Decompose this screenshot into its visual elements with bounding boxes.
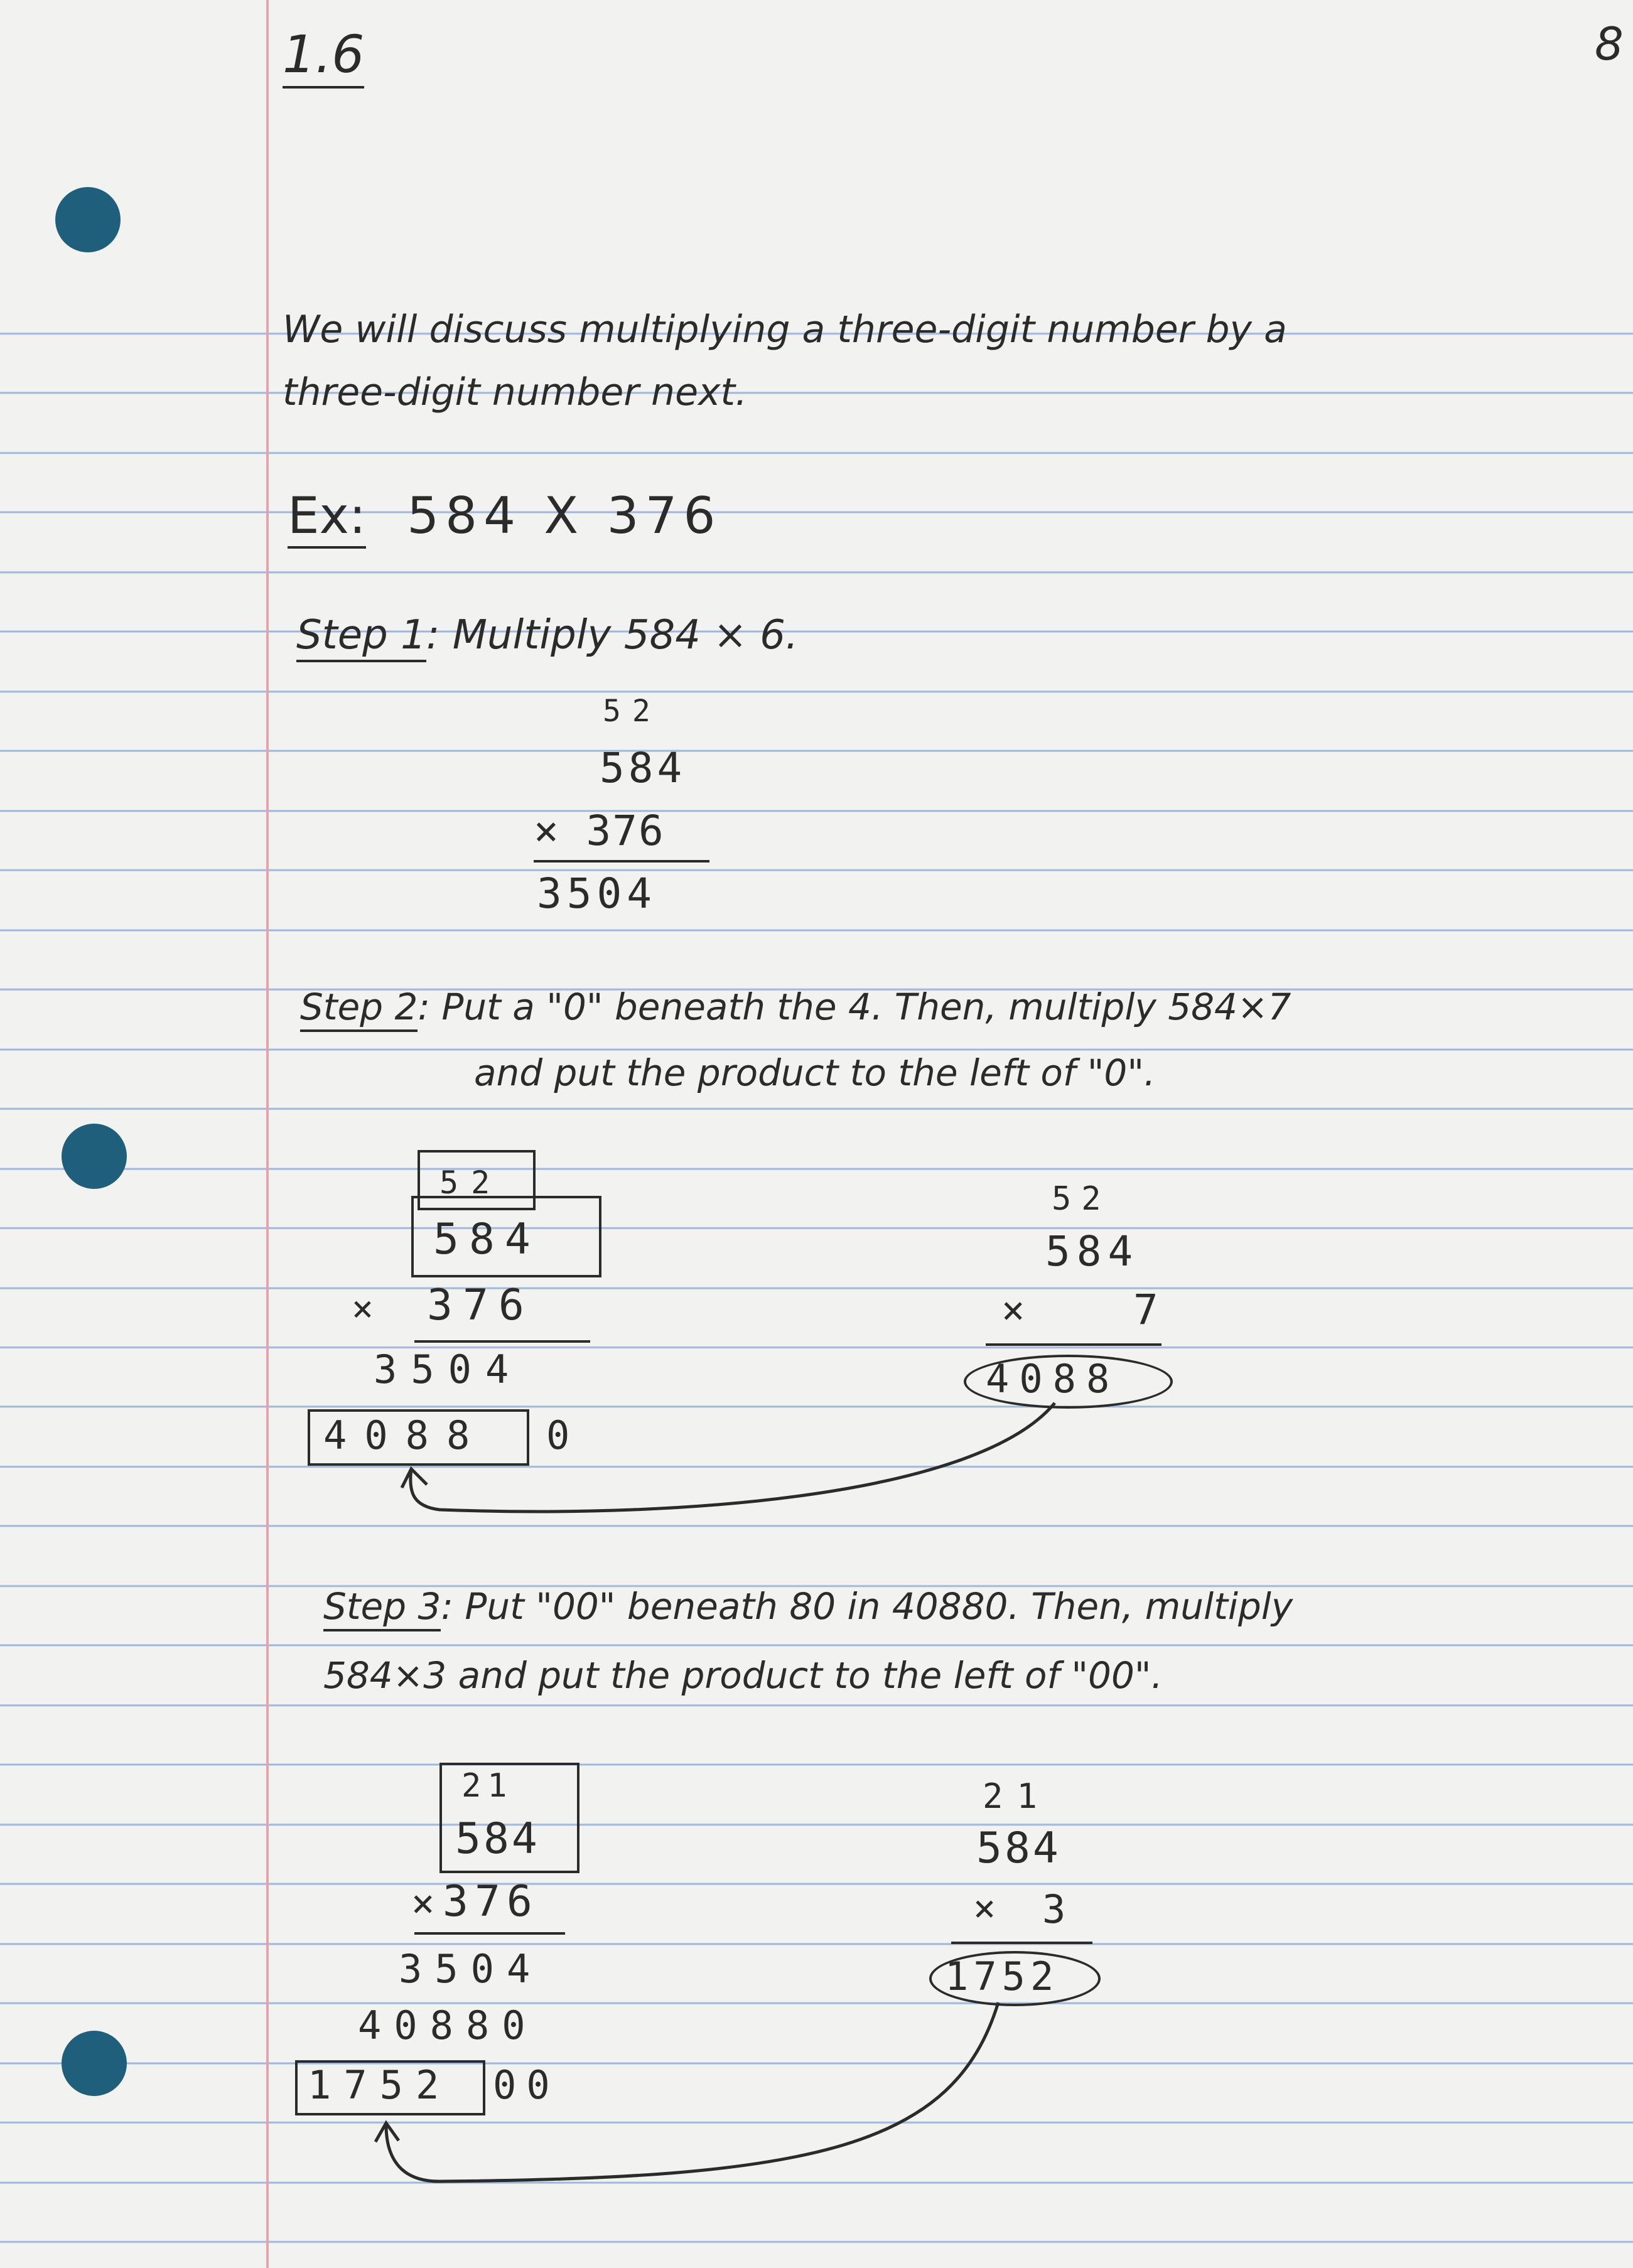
intro-line-2: three-digit number next.	[283, 370, 748, 414]
step3-left-carries: 21	[461, 1767, 514, 1805]
step2-left-carries: 52	[439, 1164, 503, 1201]
step3-label: Step 3	[323, 1585, 441, 1631]
step2-right-carries: 52	[1052, 1180, 1111, 1218]
page-number: 8	[1595, 18, 1624, 70]
step3-left-multiplicand: 584	[455, 1814, 540, 1864]
step3-right-times: ×	[973, 1886, 996, 1930]
step2-right-multiplicand: 584	[1045, 1227, 1140, 1276]
step1-multiplicand: 584	[600, 744, 686, 792]
step1-product: 3504	[537, 869, 657, 918]
step2-left-times: ×	[352, 1287, 374, 1330]
step2-left-partial2-boxed: 4088	[323, 1412, 488, 1458]
step1-text: : Multiply 584 × 6.	[426, 612, 799, 658]
section-number: 1.6	[283, 25, 364, 89]
step2-arrowhead	[402, 1469, 427, 1488]
step2-right-product: 4088	[986, 1356, 1120, 1402]
step2-label: Step 2	[300, 986, 418, 1032]
example-problem: 584 X 376	[407, 486, 722, 545]
step1-carries: 52	[603, 694, 662, 729]
step2-right-multiplier: 7	[1133, 1286, 1158, 1334]
step3-line2: 584×3 and put the product to the left of "00".	[323, 1654, 1163, 1697]
step1-label: Step 1	[296, 612, 426, 662]
step3-left-times: ×	[411, 1880, 435, 1926]
step2-line2: and put the product to the left of "0".	[474, 1051, 1156, 1094]
step3-right-multiplicand: 584	[976, 1824, 1061, 1873]
step1-multiplier: × 376	[534, 807, 665, 855]
step3-left-multiplier: 376	[443, 1877, 539, 1927]
step2-left-zero: 0	[546, 1412, 570, 1458]
step3-left-zeros: 00	[493, 2062, 560, 2108]
step3-arrow	[386, 2002, 998, 2181]
step3-right-product: 1752	[945, 1954, 1059, 1999]
step3-left-partial2: 40880	[358, 2002, 538, 2048]
step2-arrow	[411, 1403, 1055, 1512]
step3-line1: : Put "00" beneath 80 in 40880. Then, multiply	[441, 1585, 1293, 1628]
step2-line1: : Put a "0" beneath the 4. Then, multiply 584×7	[418, 986, 1291, 1028]
step3-left-partial1: 3504	[399, 1946, 543, 1992]
step2-left-multiplicand: 584	[433, 1215, 541, 1264]
step2-right-times: ×	[1001, 1287, 1025, 1333]
step3-left-partial3-boxed: 1752	[308, 2062, 452, 2108]
step3-right-carries: 21	[983, 1776, 1052, 1816]
intro-line-1: We will discuss multiplying a three-digit number by a	[283, 308, 1287, 352]
step2-left-partial1: 3504	[374, 1346, 523, 1392]
step3-right-multiplier: 3	[1042, 1886, 1066, 1932]
example-label: Ex:	[288, 486, 366, 549]
step2-left-multiplier: 376	[427, 1281, 534, 1330]
